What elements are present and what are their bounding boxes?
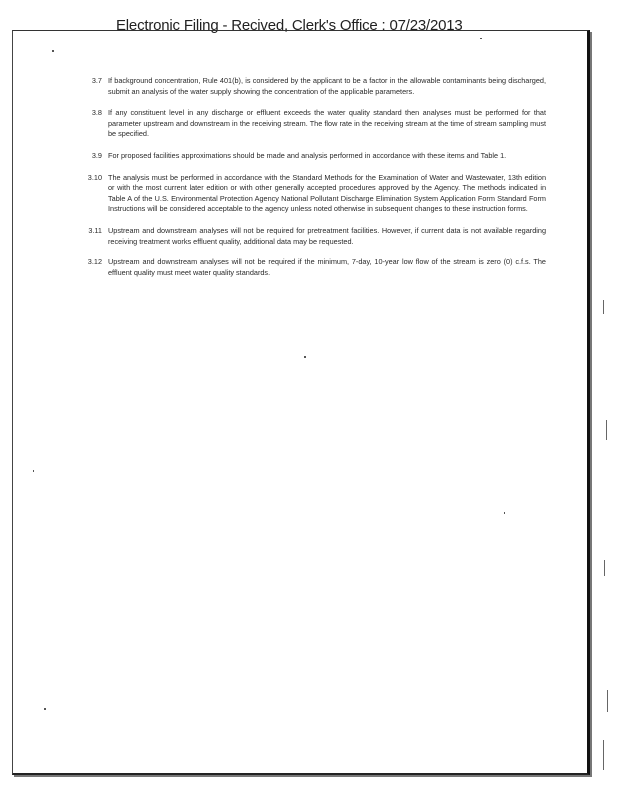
scan-speck <box>304 356 306 358</box>
item-number: 3.11 <box>88 225 102 235</box>
list-item <box>78 257 546 278</box>
list-item <box>78 76 546 97</box>
item-text: Upstream and downstream analyses will not be required for pretreatment facilities. However, if current data is not available regarding receiving treatment works effluent quality, additional data may be requested. <box>108 225 546 246</box>
scan-speck <box>52 50 54 52</box>
item-number: 3.8 <box>91 108 102 118</box>
list-item <box>78 108 546 140</box>
item-number: 3.10 <box>87 172 102 182</box>
scan-edge-mark <box>603 740 604 770</box>
scan-edge-mark <box>603 300 604 314</box>
scan-edge-mark <box>606 420 607 440</box>
scan-speck <box>480 38 482 39</box>
item-number: 3.9 <box>91 150 102 160</box>
scan-edge-mark <box>604 560 605 576</box>
item-text: Upstream and downstream analyses will not be required if the minimum, 7-day, 10-year low flow of the stream is zero (0) c.f.s. The effluent quality must meet water quality standards. <box>108 257 546 277</box>
scan-edge-mark <box>607 690 608 712</box>
instruction-list <box>78 76 546 289</box>
item-text: If any constituent level in any discharge or effluent exceeds the water quality standard then analyses must be performed for that parameter upstream and downstream in the receiving stream. The flow rate in the receiving stream at the time of stream sampling must be specified. <box>108 108 546 139</box>
item-text: For proposed facilities approximations should be made and analysis performed in accordance with these items and Table 1. <box>108 150 507 160</box>
item-text: The analysis must be performed in accordance with the Standard Methods for the Examination of Water and Wastewater, 13th edition or with the most current later edition or with other generally accepted procedures approved by the Agency. The methods indicated in Table A of the U.S. Environmental Protection Agency National Pollutant Discharge Elimination System Application Form Standard Form Instructions will be considered acceptable to the agency unless noted otherwise in subsequent changes to these instruction forms. <box>108 172 546 214</box>
list-item <box>78 226 546 247</box>
scan-speck <box>504 512 505 514</box>
item-number: 3.7 <box>91 76 102 85</box>
scan-speck <box>33 470 34 472</box>
scan-speck <box>44 708 46 710</box>
list-item <box>78 151 546 162</box>
list-item <box>78 173 546 215</box>
item-number: 3.12 <box>87 257 102 267</box>
filing-stamp: Electronic Filing - Recived, Clerk's Office : 07/23/2013 <box>116 17 463 34</box>
item-text: If background concentration, Rule 401(b), is considered by the applicant to be a factor in the allowable contaminants being discharged, submit an analysis of the water supply showing the concentration of the applicable parameters. <box>108 76 546 96</box>
